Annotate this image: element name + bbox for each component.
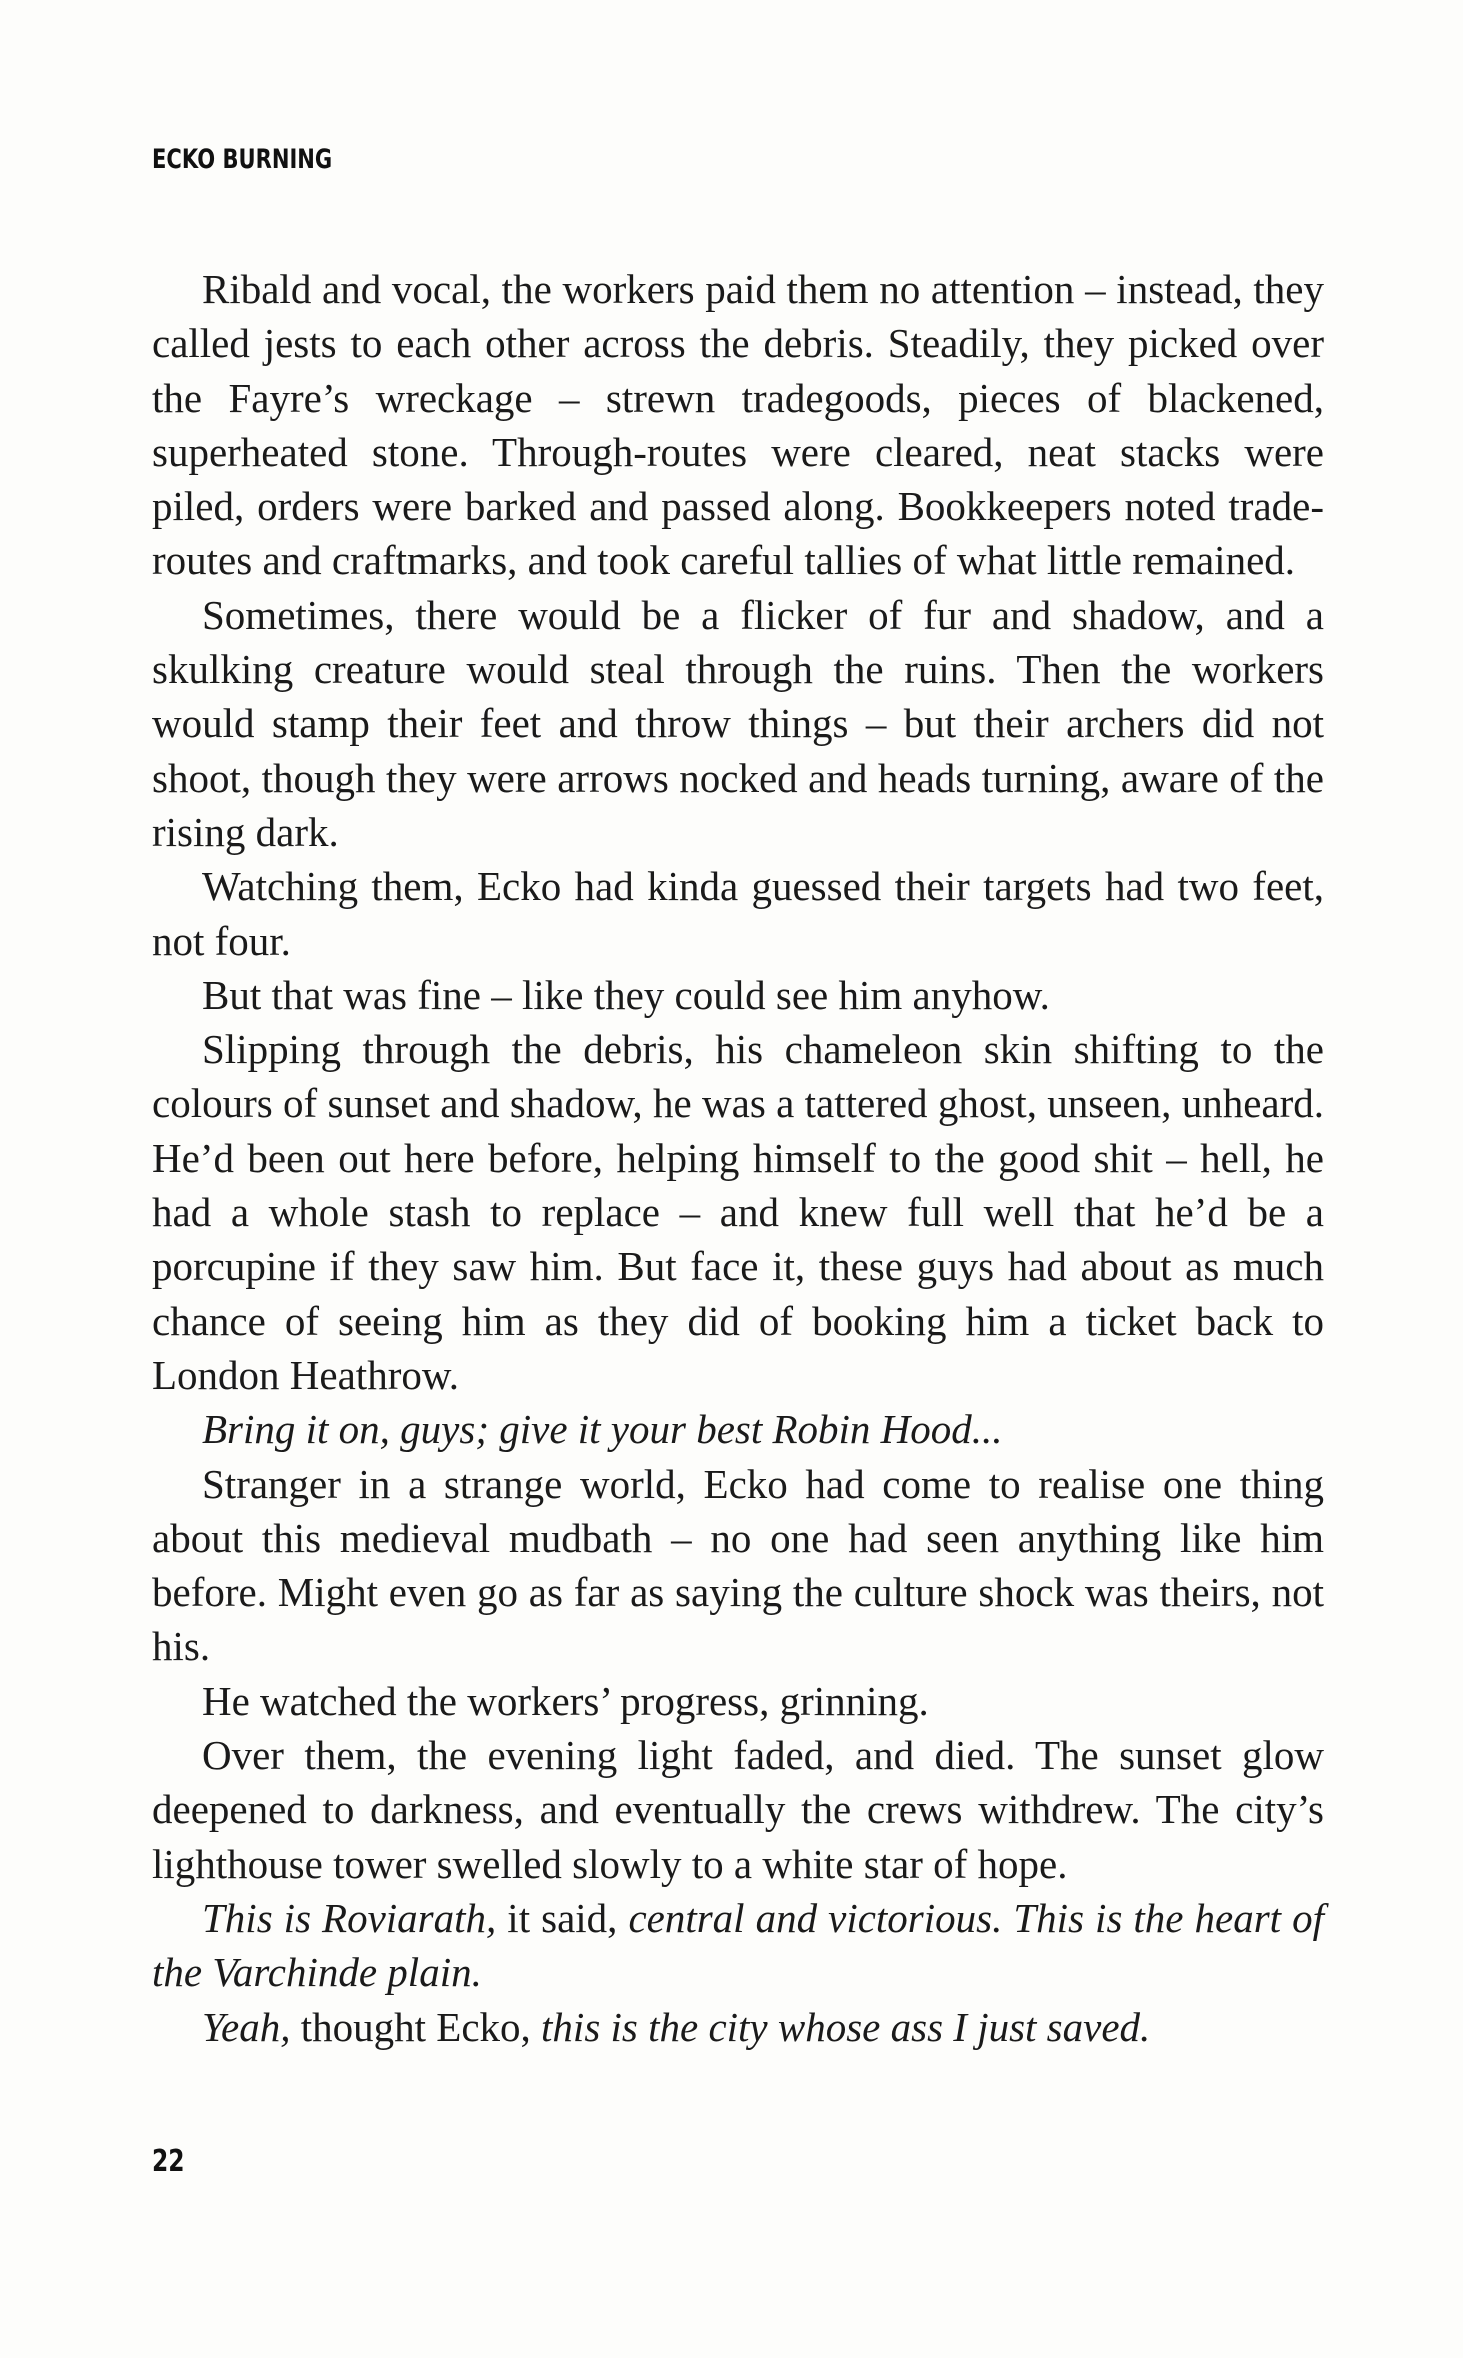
page-number: 22 [152,2144,185,2179]
paragraph: Over them, the evening light faded, and died. The sunset glow deepened to darkness, and eventually the crews withdrew. The city’s lighthouse tower swelled slowly to a white star of hope. [152,1732,1324,1887]
paragraph [152,2000,1324,2054]
paragraph: Watching them, Ecko had kinda guessed their targets had two feet, not four. [152,863,1324,964]
body-text [152,262,1324,2054]
italic-span: Yeah, [202,2003,291,2050]
paragraph [152,1891,1324,2000]
running-head: ECKO BURNING [152,144,333,175]
italic-thought: Bring it on, guys; give it your best Robin Hood... [202,1406,1003,1453]
italic-span: this is the city whose ass I just saved. [541,2003,1151,2050]
paragraph: Slipping through the debris, his chameleon skin shifting to the colours of sunset and shadow, he was a tattered ghost, unseen, unheard. He’d been out here before, helping himself to the good shit – hell, he had a whole stash to replace – and knew full well that he’d be a porcupine if they saw him. But face it, these guys had about as much chance of seeing him as they did of booking him a ticket back to London Heathrow. [152,1026,1324,1398]
paragraph: Ribald and vocal, the workers paid them no attention – instead, they called jests to each other across the debris. Steadily, they picked over the Fayre’s wreckage – strewn tradegoods, pieces of blackened, superheated stone. Through-routes were cleared, neat stacks were piled, orders were barked and passed along. Bookkeepers noted trade-routes and craftmarks, and took careful tallies of what little remained. [152,266,1324,584]
plain-span: it said, [496,1894,629,1941]
paragraph: But that was fine – like they could see him anyhow. [202,971,1050,1018]
italic-span: This is Roviarath, [202,1894,497,1941]
paragraph: Sometimes, there would be a flicker of fur and shadow, and a skulking creature would steal through the ruins. Then the workers would stamp their feet and throw things – but their archers did not shoot, though they were arrows nocked and heads turning, aware of the rising dark. [152,591,1324,855]
paragraph: He watched the workers’ progress, grinning. [202,1677,929,1724]
plain-span: thought Ecko, [290,2003,542,2050]
italic-span: central and victorious. This is the heart of the Varchinde plain. [152,1894,1324,1996]
paragraph: Stranger in a strange world, Ecko had come to realise one thing about this medieval mudbath – no one had seen anything like him before. Might even go as far as saying the culture shock was theirs, not his. [152,1460,1324,1670]
paragraph [152,1402,1324,1456]
